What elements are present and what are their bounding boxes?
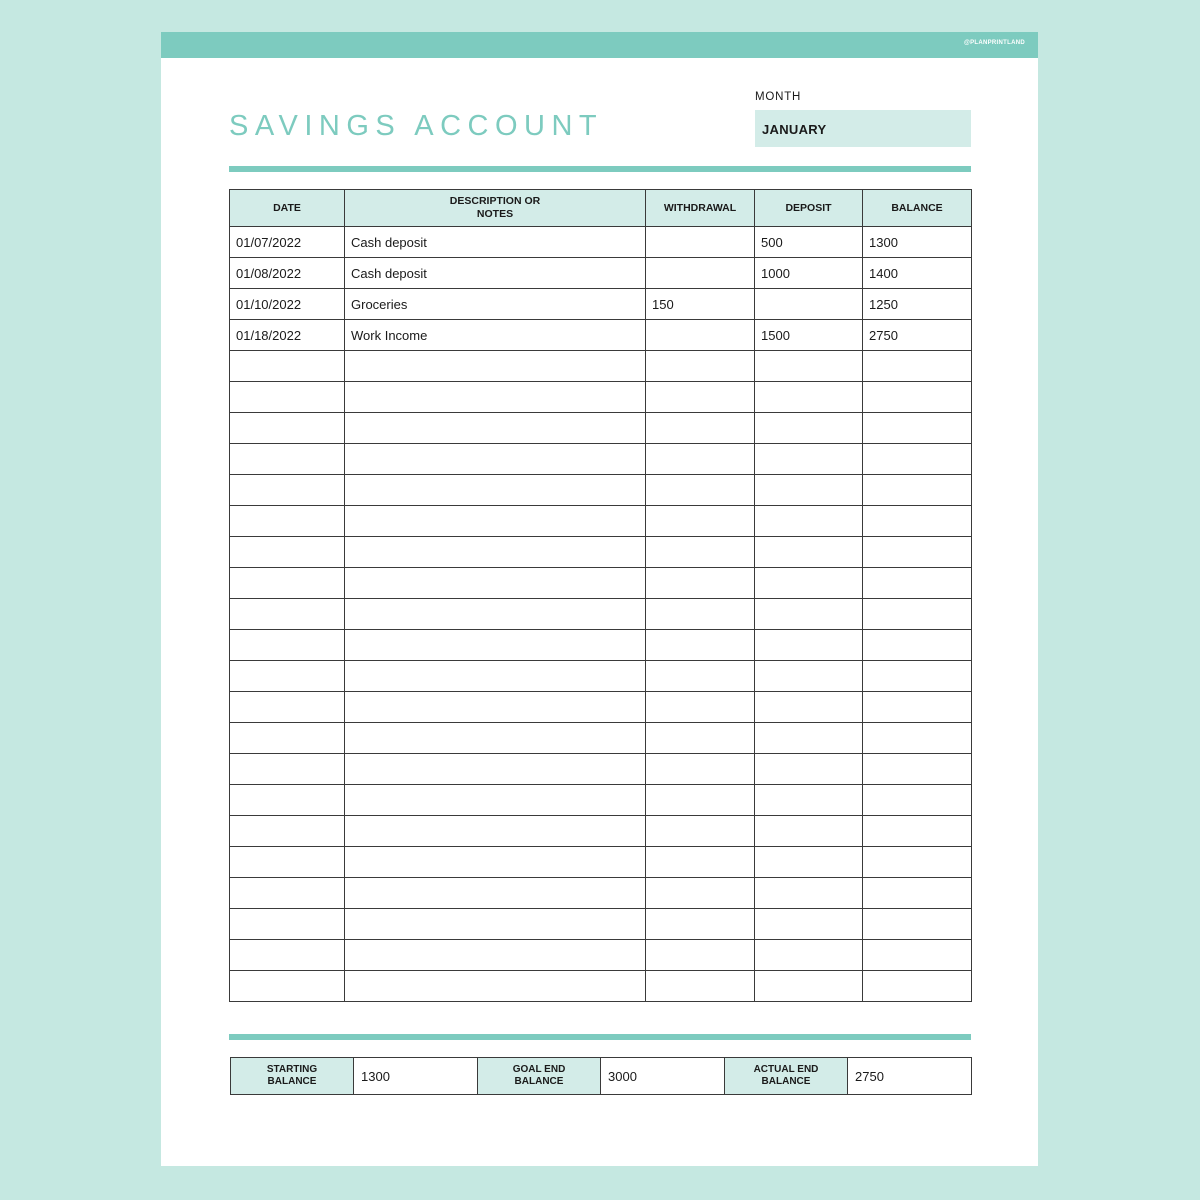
cell-balance[interactable] [863,413,972,444]
table-row-empty [230,630,972,661]
month-label: MONTH [755,91,802,103]
table-row-empty [230,940,972,971]
cell-date[interactable] [230,382,345,413]
col-header-description-label: DESCRIPTION OR NOTES [449,195,541,220]
col-header-description [345,190,646,227]
table-row-empty [230,599,972,630]
cell-withdrawal[interactable] [646,847,755,878]
cell-date[interactable] [230,661,345,692]
cell-withdrawal[interactable] [646,227,755,258]
cell-date[interactable] [230,444,345,475]
cell-balance[interactable] [863,785,972,816]
actual-end-balance-value[interactable]: 2750 [848,1058,972,1095]
table-row-empty [230,382,972,413]
cell-description[interactable] [345,754,646,785]
cell-balance[interactable] [863,754,972,785]
cell-date[interactable] [230,971,345,1002]
cell-description[interactable] [345,537,646,568]
cell-description[interactable] [345,599,646,630]
cell-description[interactable] [345,413,646,444]
cell-date[interactable] [230,413,345,444]
goal-end-balance-label [478,1058,601,1095]
cell-withdrawal[interactable] [646,754,755,785]
table-row-empty [230,475,972,506]
cell-description[interactable] [345,785,646,816]
month-field[interactable] [755,110,971,147]
cell-description[interactable] [345,816,646,847]
col-header-withdrawal: WITHDRAWAL [646,190,755,227]
cell-balance[interactable]: 1250 [863,289,972,320]
cell-balance[interactable] [863,506,972,537]
cell-deposit[interactable] [755,568,863,599]
cell-description[interactable] [345,847,646,878]
actual-end-balance-label-text: ACTUAL END BALANCE [753,1064,819,1087]
cell-description[interactable] [345,351,646,382]
cell-deposit[interactable] [755,475,863,506]
top-banner [161,32,1038,58]
cell-withdrawal[interactable] [646,382,755,413]
cell-withdrawal[interactable] [646,413,755,444]
table-row-empty [230,568,972,599]
cell-description[interactable] [345,909,646,940]
cell-description[interactable] [345,723,646,754]
cell-deposit[interactable] [755,692,863,723]
cell-balance[interactable]: 1300 [863,227,972,258]
cell-balance[interactable] [863,723,972,754]
cell-withdrawal[interactable] [646,940,755,971]
table-row-empty [230,444,972,475]
actual-end-balance-label [725,1058,848,1095]
cell-balance[interactable] [863,878,972,909]
cell-deposit[interactable]: 1500 [755,320,863,351]
cell-balance[interactable]: 2750 [863,320,972,351]
cell-description[interactable] [345,661,646,692]
cell-description[interactable]: Cash deposit [345,227,646,258]
cell-date[interactable] [230,909,345,940]
cell-date[interactable] [230,785,345,816]
cell-withdrawal[interactable]: 150 [646,289,755,320]
cell-withdrawal[interactable] [646,692,755,723]
starting-balance-label [231,1058,354,1095]
brand-handle: @PLANPRINTLAND [963,40,1025,46]
cell-date[interactable] [230,351,345,382]
cell-balance[interactable] [863,630,972,661]
cell-deposit[interactable] [755,940,863,971]
top-divider [229,166,971,172]
cell-date[interactable] [230,475,345,506]
cell-deposit[interactable] [755,289,863,320]
cell-description[interactable]: Work Income [345,320,646,351]
cell-deposit[interactable] [755,878,863,909]
savings-sheet [161,32,1038,1166]
table-row-empty [230,909,972,940]
cell-deposit[interactable]: 1000 [755,258,863,289]
cell-date[interactable] [230,537,345,568]
cell-balance[interactable] [863,940,972,971]
starting-balance-label-text: STARTING BALANCE [266,1064,318,1087]
cell-deposit[interactable] [755,537,863,568]
col-header-date: DATE [230,190,345,227]
table-row-empty [230,847,972,878]
cell-description[interactable] [345,971,646,1002]
cell-withdrawal[interactable] [646,444,755,475]
cell-date[interactable] [230,816,345,847]
cell-balance[interactable] [863,971,972,1002]
col-header-deposit: DEPOSIT [755,190,863,227]
cell-withdrawal[interactable] [646,971,755,1002]
cell-date[interactable]: 01/08/2022 [230,258,345,289]
cell-description[interactable] [345,940,646,971]
table-row-empty [230,785,972,816]
cell-balance[interactable] [863,816,972,847]
cell-deposit[interactable] [755,413,863,444]
month-value: JANUARY [762,122,827,137]
cell-date[interactable] [230,506,345,537]
cell-deposit[interactable] [755,382,863,413]
starting-balance-value[interactable]: 1300 [354,1058,478,1095]
cell-date[interactable]: 01/10/2022 [230,289,345,320]
cell-deposit[interactable] [755,971,863,1002]
cell-withdrawal[interactable] [646,506,755,537]
cell-withdrawal[interactable] [646,878,755,909]
goal-end-balance-value[interactable]: 3000 [601,1058,725,1095]
summary-row [231,1058,972,1095]
cell-description[interactable]: Cash deposit [345,258,646,289]
table-row-empty [230,506,972,537]
cell-description[interactable] [345,878,646,909]
table-row-empty [230,692,972,723]
cell-deposit[interactable] [755,351,863,382]
ledger-header-row [230,190,972,227]
cell-balance[interactable] [863,661,972,692]
cell-deposit[interactable] [755,630,863,661]
cell-description[interactable] [345,475,646,506]
cell-withdrawal[interactable] [646,568,755,599]
cell-balance[interactable]: 1400 [863,258,972,289]
cell-deposit[interactable]: 500 [755,227,863,258]
cell-date[interactable]: 01/07/2022 [230,227,345,258]
cell-deposit[interactable] [755,599,863,630]
cell-deposit[interactable] [755,444,863,475]
table-row-empty [230,661,972,692]
cell-description[interactable]: Groceries [345,289,646,320]
cell-deposit[interactable] [755,847,863,878]
cell-description[interactable] [345,444,646,475]
goal-end-balance-label-text: GOAL END BALANCE [512,1064,566,1087]
cell-withdrawal[interactable] [646,599,755,630]
page-title: SAVINGS ACCOUNT [229,110,604,142]
cell-date[interactable] [230,599,345,630]
col-header-balance: BALANCE [863,190,972,227]
cell-withdrawal[interactable] [646,475,755,506]
ledger-table [229,189,972,1002]
cell-withdrawal[interactable] [646,661,755,692]
cell-description[interactable] [345,630,646,661]
cell-description[interactable] [345,382,646,413]
table-row [230,320,972,351]
cell-balance[interactable] [863,599,972,630]
table-row-empty [230,816,972,847]
cell-withdrawal[interactable] [646,351,755,382]
cell-date[interactable] [230,723,345,754]
cell-balance[interactable] [863,692,972,723]
table-row-empty [230,351,972,382]
cell-withdrawal[interactable] [646,258,755,289]
cell-withdrawal[interactable] [646,537,755,568]
cell-date[interactable]: 01/18/2022 [230,320,345,351]
bottom-divider [229,1034,971,1040]
cell-date[interactable] [230,878,345,909]
cell-withdrawal[interactable] [646,320,755,351]
cell-withdrawal[interactable] [646,816,755,847]
table-row [230,227,972,258]
cell-deposit[interactable] [755,661,863,692]
cell-deposit[interactable] [755,506,863,537]
cell-deposit[interactable] [755,723,863,754]
cell-balance[interactable] [863,475,972,506]
table-row-empty [230,754,972,785]
cell-deposit[interactable] [755,816,863,847]
cell-deposit[interactable] [755,785,863,816]
table-row-empty [230,413,972,444]
cell-date[interactable] [230,568,345,599]
cell-balance[interactable] [863,537,972,568]
cell-balance[interactable] [863,847,972,878]
table-row-empty [230,537,972,568]
cell-deposit[interactable] [755,754,863,785]
cell-deposit[interactable] [755,909,863,940]
cell-date[interactable] [230,847,345,878]
table-row [230,258,972,289]
cell-description[interactable] [345,568,646,599]
table-row-empty [230,723,972,754]
cell-withdrawal[interactable] [646,909,755,940]
cell-withdrawal[interactable] [646,723,755,754]
cell-date[interactable] [230,630,345,661]
cell-withdrawal[interactable] [646,630,755,661]
cell-description[interactable] [345,692,646,723]
cell-description[interactable] [345,506,646,537]
cell-balance[interactable] [863,444,972,475]
cell-withdrawal[interactable] [646,785,755,816]
cell-date[interactable] [230,692,345,723]
cell-balance[interactable] [863,351,972,382]
table-row-empty [230,971,972,1002]
cell-date[interactable] [230,754,345,785]
table-row [230,289,972,320]
cell-balance[interactable] [863,382,972,413]
summary-table [230,1057,972,1095]
cell-date[interactable] [230,940,345,971]
cell-balance[interactable] [863,568,972,599]
cell-balance[interactable] [863,909,972,940]
table-row-empty [230,878,972,909]
